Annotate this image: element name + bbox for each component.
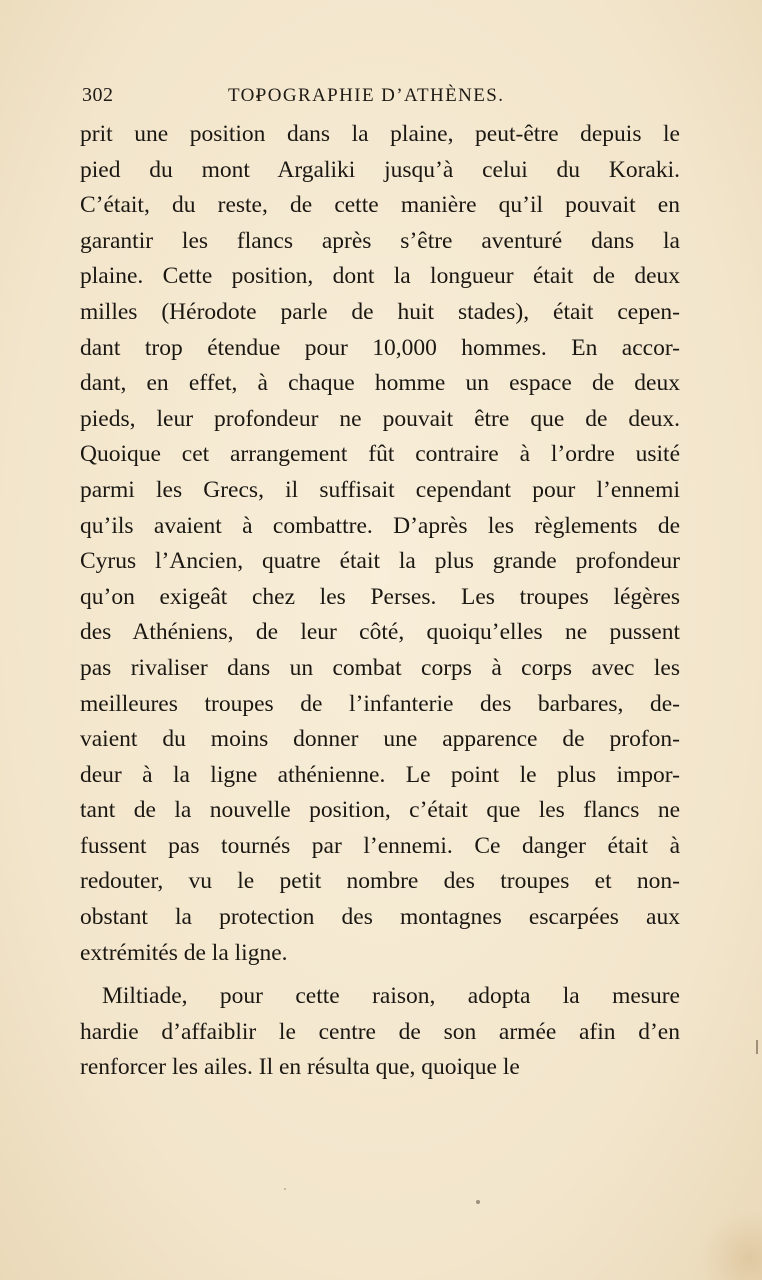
text-line: plaine. Cette position, dont la longueur était de deux — [80, 263, 680, 290]
edge-mark — [756, 1040, 758, 1054]
text-line: vaient du moins donner une apparence de profon- — [80, 726, 680, 753]
text-line: fussent pas tournés par l’ennemi. Ce danger était à — [80, 832, 680, 859]
text-line: C’était, du reste, de cette manière qu’il pouvait en — [80, 192, 680, 219]
paragraph-gap — [80, 971, 680, 979]
paragraph — [80, 979, 680, 1086]
page-header — [82, 84, 682, 108]
text-line: parmi les Grecs, il suffisait cependant pour l’ennemi — [80, 476, 680, 503]
text-line: pied du mont Argaliki jusqu’à celui du Koraki. — [80, 156, 680, 183]
text-line: hardie d’affaiblir le centre de son armée afin d’en — [80, 1018, 680, 1045]
text-line: qu’ils avaient à combattre. D’après les règlements de — [80, 512, 680, 539]
text-line: prit une position dans la plaine, peut-être depuis le — [80, 121, 680, 147]
text-line: Miltiade, pour cette raison, adopta la mesure — [102, 983, 680, 1010]
text-line: deur à la ligne athénienne. Le point le plus impor- — [80, 761, 680, 788]
page-number: 302 — [82, 84, 114, 106]
text-line: Quoique cet arrangement fût contraire à l’ordre usité — [80, 441, 680, 468]
text-line: renforcer les ailes. Il en résulta que, quoique le — [80, 1054, 520, 1081]
text-line: milles (Hérodote parle de huit stades), était cepen- — [80, 298, 680, 325]
text-line: pieds, leur profondeur ne pouvait être que de deux. — [80, 405, 680, 432]
body-text — [80, 117, 680, 1086]
paper-stain — [700, 1210, 762, 1280]
text-line: qu’on exigeât chez les Perses. Les troupes légères — [80, 583, 680, 610]
text-line: dant, en effet, à chaque homme un espace de deux — [80, 370, 680, 397]
ink-speck — [476, 1200, 480, 1204]
text-line: tant de la nouvelle position, c’était que les flancs ne — [80, 797, 680, 824]
text-line: redouter, vu le petit nombre des troupes et non- — [80, 868, 680, 895]
text-line: garantir les flancs après s’être aventuré dans la — [80, 227, 680, 254]
text-line: pas rivaliser dans un combat corps à corps avec les — [80, 654, 680, 681]
text-line: meilleures troupes de l’infanterie des barbares, de- — [80, 690, 680, 717]
text-line: extrémités de la ligne. — [80, 939, 288, 966]
ink-speck — [284, 1188, 286, 1190]
text-line: dant trop étendue pour 10,000 hommes. En accor- — [80, 334, 680, 361]
text-line: des Athéniens, de leur côté, quoiqu’elles ne pussent — [80, 619, 680, 646]
text-line: Cyrus l’Ancien, quatre était la plus grande profondeur — [80, 548, 680, 575]
text-line: obstant la protection des montagnes escarpées aux — [80, 904, 680, 931]
paragraph — [80, 117, 680, 971]
running-title: TOPOGRAPHIE D’ATHÈNES. — [228, 85, 505, 106]
